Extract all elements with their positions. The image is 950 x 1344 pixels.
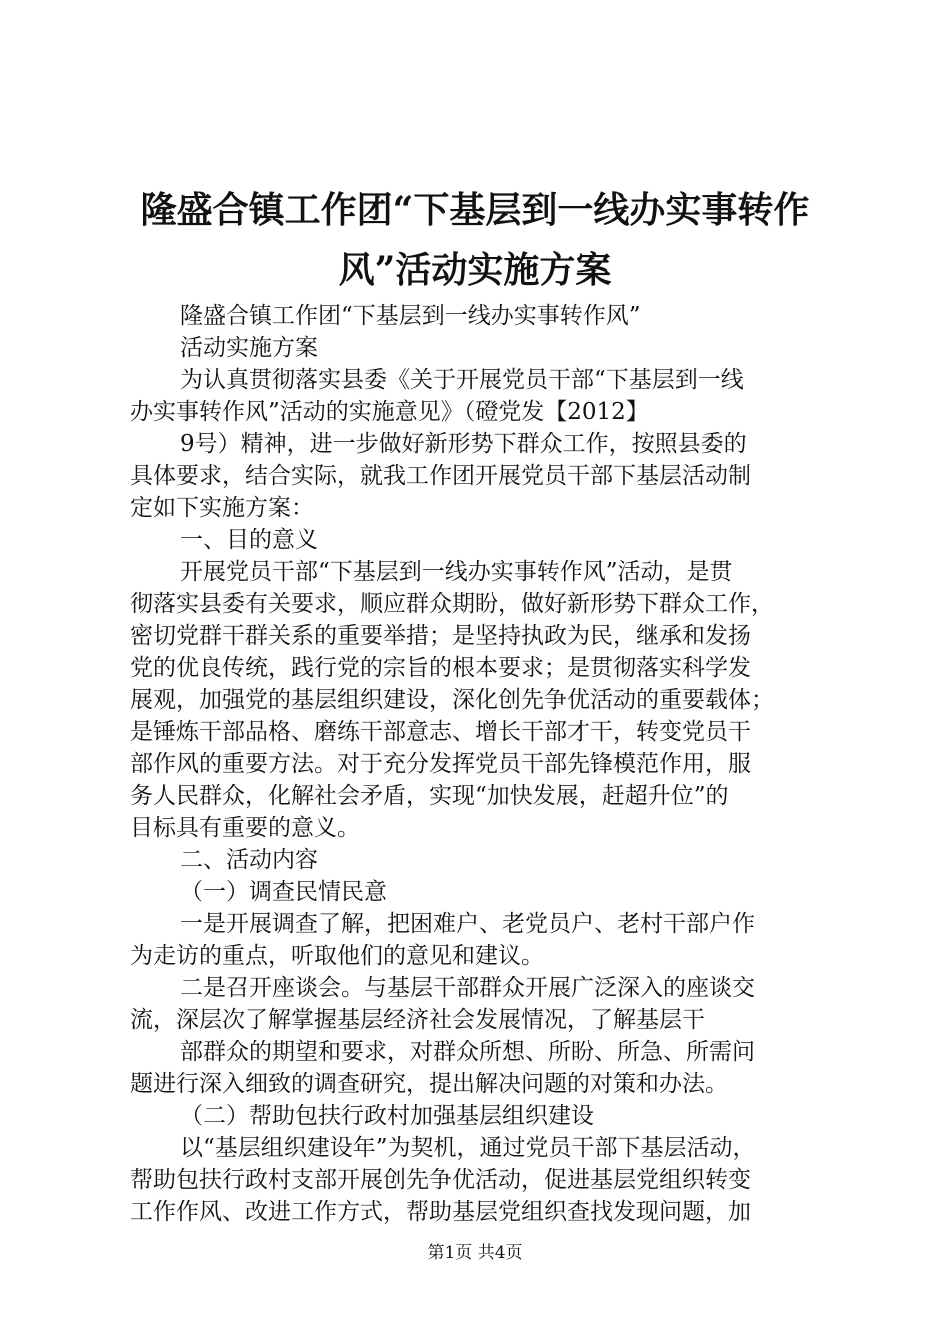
body-line: 题进行深入细致的调查研究，提出解决问题的对策和办法。 [130, 1071, 728, 1097]
document-title-line-2: 风”活动实施方案 [338, 249, 612, 291]
body-line: 帮助包扶行政村支部开展创先争优活动，促进基层党组织转变 [130, 1167, 751, 1193]
body-line: 开展党员干部“下基层到一线办实事转作风”活动，是贯 [180, 559, 733, 585]
page-number-footer: 第1页 共4页 [427, 1243, 523, 1263]
section-heading: 一、目的意义 [180, 527, 318, 553]
body-line: 9号）精神，进一步做好新形势下群众工作，按照县委的 [180, 431, 747, 457]
body-line: 彻落实县委有关要求，顺应群众期盼，做好新形势下群众工作， [130, 591, 774, 617]
body-line: 二是召开座谈会。与基层干部群众开展广泛深入的座谈交 [180, 975, 755, 1001]
body-line: 一是开展调查了解，把困难户、老党员户、老村干部户作 [180, 911, 755, 937]
body-line: 隆盛合镇工作团“下基层到一线办实事转作风” [180, 303, 641, 329]
body-line: 办实事转作风”活动的实施意见》（磴党发【2012】 [130, 399, 649, 425]
body-line: 党的优良传统，践行党的宗旨的根本要求；是贯彻落实科学发 [130, 655, 751, 681]
document-title-line-1: 隆盛合镇工作团“下基层到一线办实事转作 [140, 189, 810, 231]
body-line: 以“基层组织建设年”为契机，通过党员干部下基层活动， [180, 1135, 756, 1161]
body-line: 定如下实施方案： [130, 495, 314, 521]
body-line: 流，深层次了解掌握基层经济社会发展情况，了解基层干 [130, 1007, 705, 1033]
body-line: 为走访的重点，听取他们的意见和建议。 [130, 943, 544, 969]
body-line: 为认真贯彻落实县委《关于开展党员干部“下基层到一线 [180, 367, 744, 393]
body-line: 部群众的期望和要求，对群众所想、所盼、所急、所需问 [180, 1039, 755, 1065]
body-line: 密切党群干群关系的重要举措；是坚持执政为民，继承和发扬 [130, 623, 751, 649]
subsection-heading: （二）帮助包扶行政村加强基层组织建设 [180, 1103, 594, 1129]
body-line: 务人民群众，化解社会矛盾，实现“加快发展，赶超升位”的 [130, 783, 729, 809]
body-line: 活动实施方案 [180, 335, 318, 361]
body-line: 目标具有重要的意义。 [130, 815, 360, 841]
subsection-heading: （一）调查民情民意 [180, 879, 387, 905]
body-line: 工作作风、改进工作方式，帮助基层党组织查找发现问题，加 [130, 1199, 751, 1225]
body-line: 是锤炼干部品格、磨练干部意志、增长干部才干，转变党员干 [130, 719, 751, 745]
section-heading: 二、活动内容 [180, 847, 318, 873]
body-line: 具体要求，结合实际，就我工作团开展党员干部下基层活动制 [130, 463, 751, 489]
document-body [130, 300, 830, 1228]
body-line: 部作风的重要方法。对于充分发挥党员干部先锋模范作用，服 [130, 751, 751, 777]
body-line: 展观，加强党的基层组织建设，深化创先争优活动的重要载体； [130, 687, 774, 713]
